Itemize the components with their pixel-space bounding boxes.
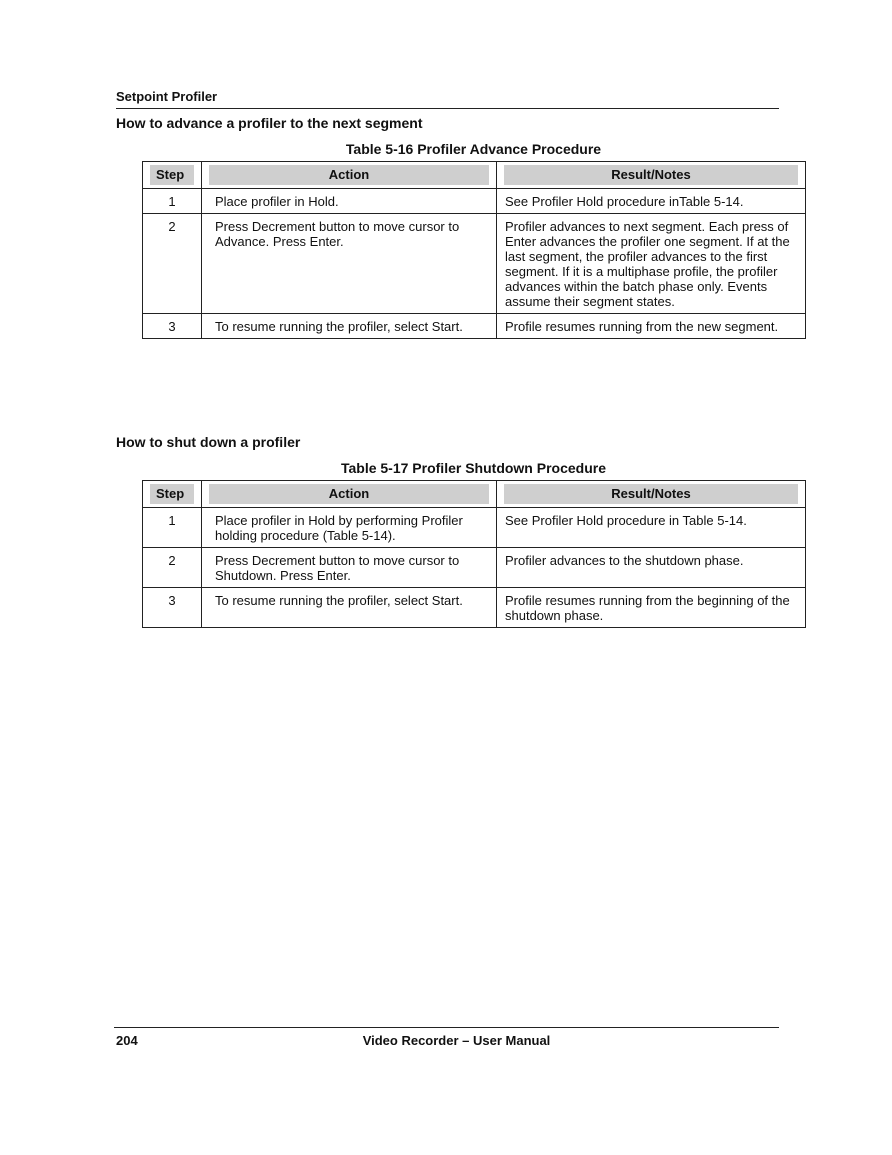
column-header-step: Step bbox=[143, 162, 202, 189]
step-number: 2 bbox=[143, 548, 202, 588]
page-header bbox=[116, 89, 779, 109]
column-header-result: Result/Notes bbox=[497, 162, 806, 189]
page-number: 204 bbox=[116, 1033, 138, 1048]
table-row bbox=[143, 508, 806, 548]
column-header-result: Result/Notes bbox=[497, 481, 806, 508]
result-text: Profile resumes running from the new segment. bbox=[497, 314, 806, 339]
action-text: To resume running the profiler, select Start. bbox=[202, 314, 497, 339]
table-header-row bbox=[143, 162, 806, 189]
step-number: 3 bbox=[143, 314, 202, 339]
table-row bbox=[143, 548, 806, 588]
step-number: 1 bbox=[143, 189, 202, 214]
step-number: 3 bbox=[143, 588, 202, 628]
action-text: Place profiler in Hold. bbox=[202, 189, 497, 214]
column-header-action: Action bbox=[202, 162, 497, 189]
table-row bbox=[143, 588, 806, 628]
step-number: 1 bbox=[143, 508, 202, 548]
table-header-row bbox=[143, 481, 806, 508]
result-text: Profiler advances to the shutdown phase. bbox=[497, 548, 806, 588]
advance-table-caption: Table 5-16 Profiler Advance Procedure bbox=[345, 141, 602, 157]
page-footer bbox=[114, 1027, 779, 1048]
result-text: See Profiler Hold procedure in Table 5-14. bbox=[497, 508, 806, 548]
result-text: See Profiler Hold procedure inTable 5-14. bbox=[497, 189, 806, 214]
section-title: Setpoint Profiler bbox=[116, 89, 218, 104]
table-row bbox=[143, 314, 806, 339]
table-row bbox=[143, 214, 806, 314]
result-text: Profiler advances to next segment. Each press of Enter advances the profiler one segment. If at the last segment, the profiler advances to the first segment. If it is a multiphase profile, the profiler advances within the batch phase only. Events assume their segment states. bbox=[497, 214, 806, 314]
manual-title: Video Recorder – User Manual bbox=[362, 1033, 551, 1048]
advance-procedure-table bbox=[142, 161, 806, 339]
shutdown-heading: How to shut down a profiler bbox=[116, 434, 301, 450]
action-text: To resume running the profiler, select Start. bbox=[202, 588, 497, 628]
shutdown-procedure-table bbox=[142, 480, 806, 628]
result-text: Profile resumes running from the beginning of the shutdown phase. bbox=[497, 588, 806, 628]
action-text: Press Decrement button to move cursor to Advance. Press Enter. bbox=[202, 214, 497, 314]
column-header-action: Action bbox=[202, 481, 497, 508]
action-text: Place profiler in Hold by performing Profiler holding procedure (Table 5-14). bbox=[202, 508, 497, 548]
action-text: Press Decrement button to move cursor to Shutdown. Press Enter. bbox=[202, 548, 497, 588]
table-row bbox=[143, 189, 806, 214]
advance-heading: How to advance a profiler to the next segment bbox=[116, 115, 423, 131]
column-header-step: Step bbox=[143, 481, 202, 508]
step-number: 2 bbox=[143, 214, 202, 314]
shutdown-table-caption: Table 5-17 Profiler Shutdown Procedure bbox=[340, 460, 606, 476]
